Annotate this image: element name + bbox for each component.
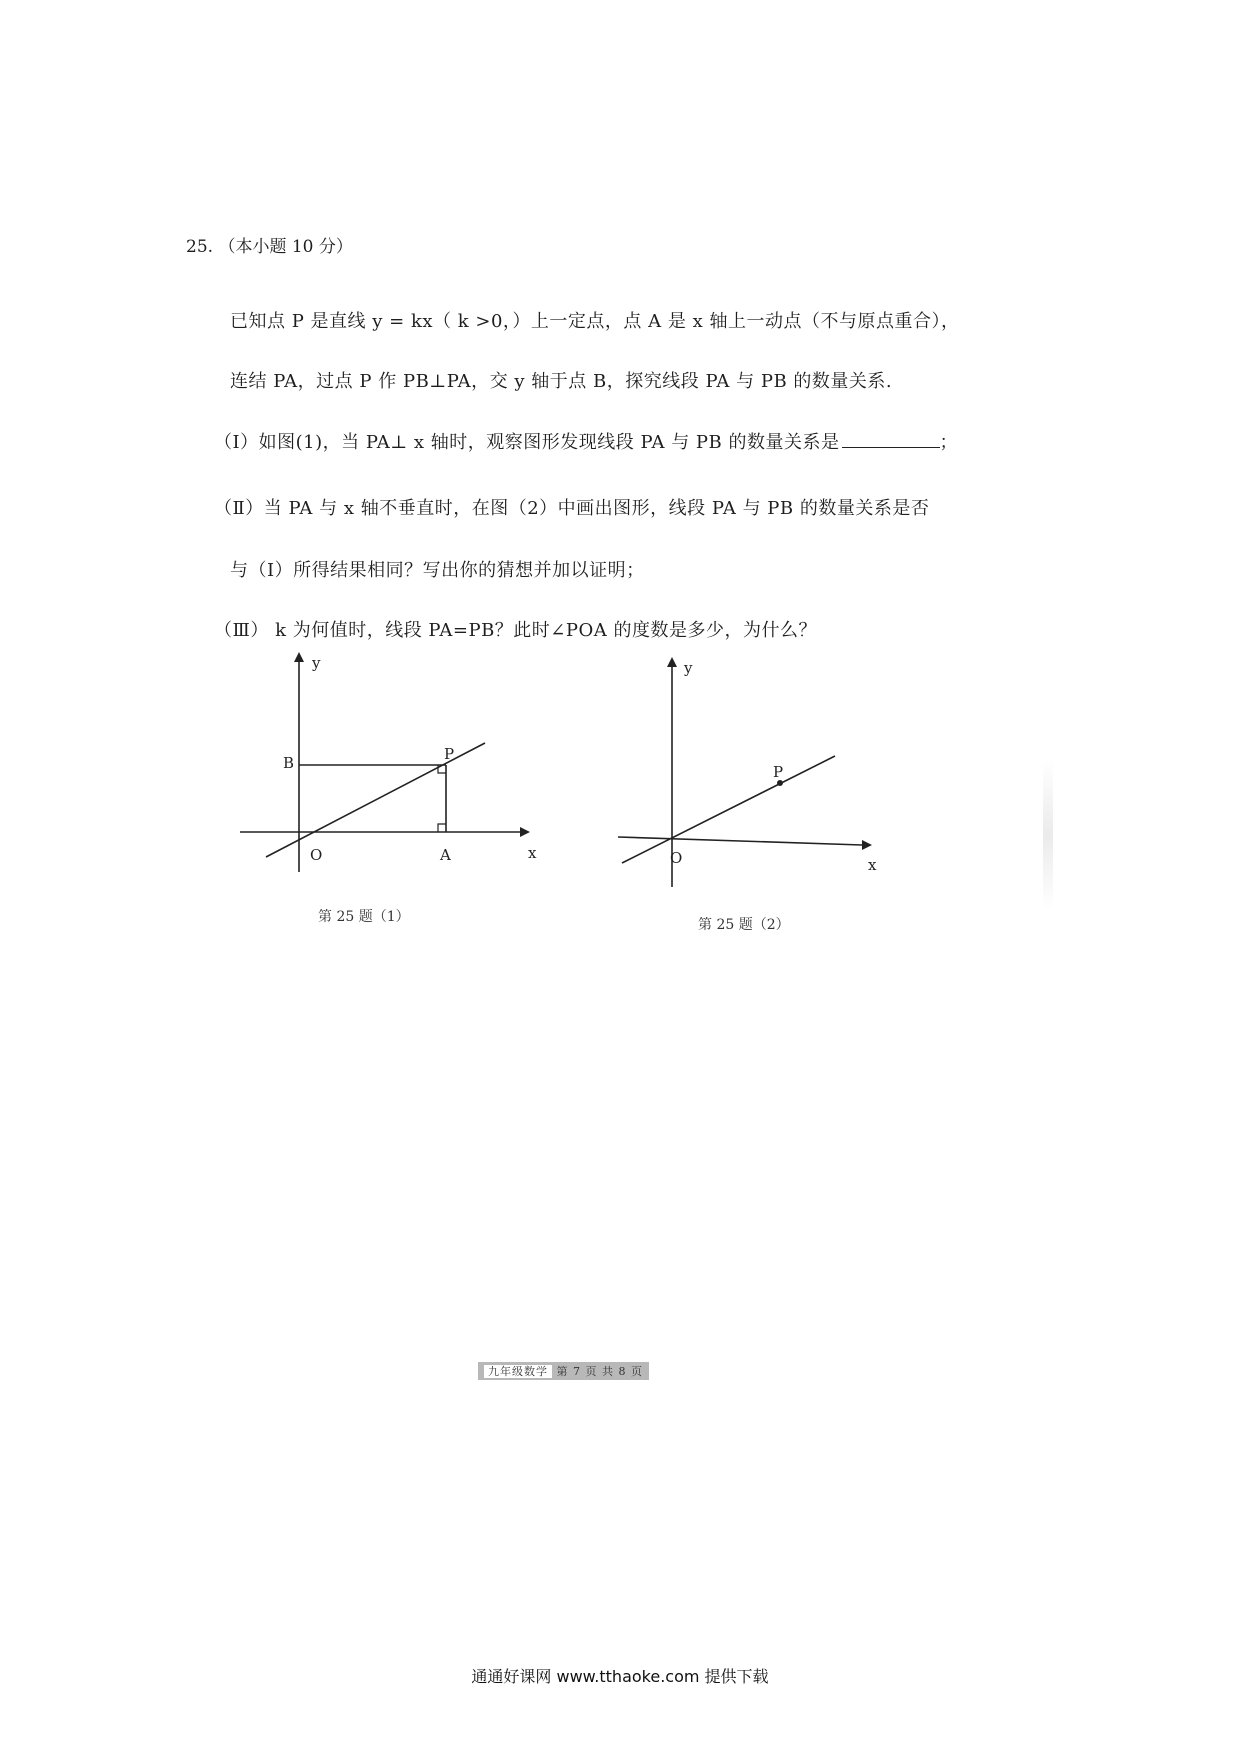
page-subject: 九年级数学 bbox=[484, 1365, 552, 1378]
question-header bbox=[186, 232, 353, 257]
answer-blank bbox=[842, 429, 940, 448]
source-footer: 通通好课网 www.tthaoke.com 提供下载 bbox=[471, 1667, 769, 1686]
fig1-label-x: x bbox=[528, 844, 537, 862]
fig1-y-arrow bbox=[294, 652, 304, 662]
fig2-label-o: O bbox=[670, 849, 683, 867]
part-3: （Ⅲ） k 为何值时，线段 PA=PB？此时∠POA 的度数是多少，为什么？ bbox=[214, 620, 817, 641]
figure-1 bbox=[230, 650, 550, 880]
problem-line-2: 连结 PA，过点 P 作 PB⊥PA，交 y 轴于点 B，探究线段 PA 与 PB 的数量关系. bbox=[230, 371, 893, 392]
fig2-x-axis bbox=[618, 837, 862, 845]
figure-2 bbox=[610, 655, 900, 895]
fig1-label-p: P bbox=[444, 745, 455, 763]
fig2-x-arrow bbox=[862, 840, 872, 850]
problem-line-1: 已知点 P 是直线 y = kx（ k >0，）上一定点，点 A 是 x 轴上一动点（不与原点重合）， bbox=[230, 311, 960, 332]
fig2-label-y: y bbox=[684, 659, 693, 677]
figure-2-caption: 第 25 题（2） bbox=[698, 917, 790, 933]
scan-shadow bbox=[1043, 760, 1053, 910]
fig1-right-angle-a bbox=[438, 824, 446, 832]
page-count: 第 7 页 共 8 页 bbox=[556, 1365, 643, 1378]
page-number bbox=[478, 1362, 649, 1380]
fig1-label-y: y bbox=[312, 654, 321, 672]
part-2-line-a: （Ⅱ）当 PA 与 x 轴不垂直时，在图（2）中画出图形，线段 PA 与 PB 的数量关系是否 bbox=[214, 498, 930, 519]
part-2-line-b: 与（Ⅰ）所得结果相同？写出你的猜想并加以证明； bbox=[230, 560, 645, 581]
part-1-text: （Ⅰ）如图(1)，当 PA⊥ x 轴时，观察图形发现线段 PA 与 PB 的数量关系是 bbox=[214, 432, 840, 453]
fig1-label-o: O bbox=[310, 846, 323, 864]
question-number: 25. bbox=[186, 237, 214, 257]
fig1-label-b: B bbox=[283, 754, 295, 772]
fig2-label-p: P bbox=[773, 763, 784, 781]
fig2-line-ykx bbox=[622, 756, 835, 863]
part-1 bbox=[214, 428, 958, 454]
fig2-y-arrow bbox=[667, 657, 677, 667]
fig1-label-a: A bbox=[440, 846, 451, 864]
question-points: （本小题 10 分） bbox=[218, 237, 353, 257]
fig2-label-x: x bbox=[868, 856, 877, 874]
fig1-x-arrow bbox=[520, 827, 530, 837]
figure-1-caption: 第 25 题（1） bbox=[318, 909, 410, 925]
part-1-end: ； bbox=[939, 432, 958, 453]
